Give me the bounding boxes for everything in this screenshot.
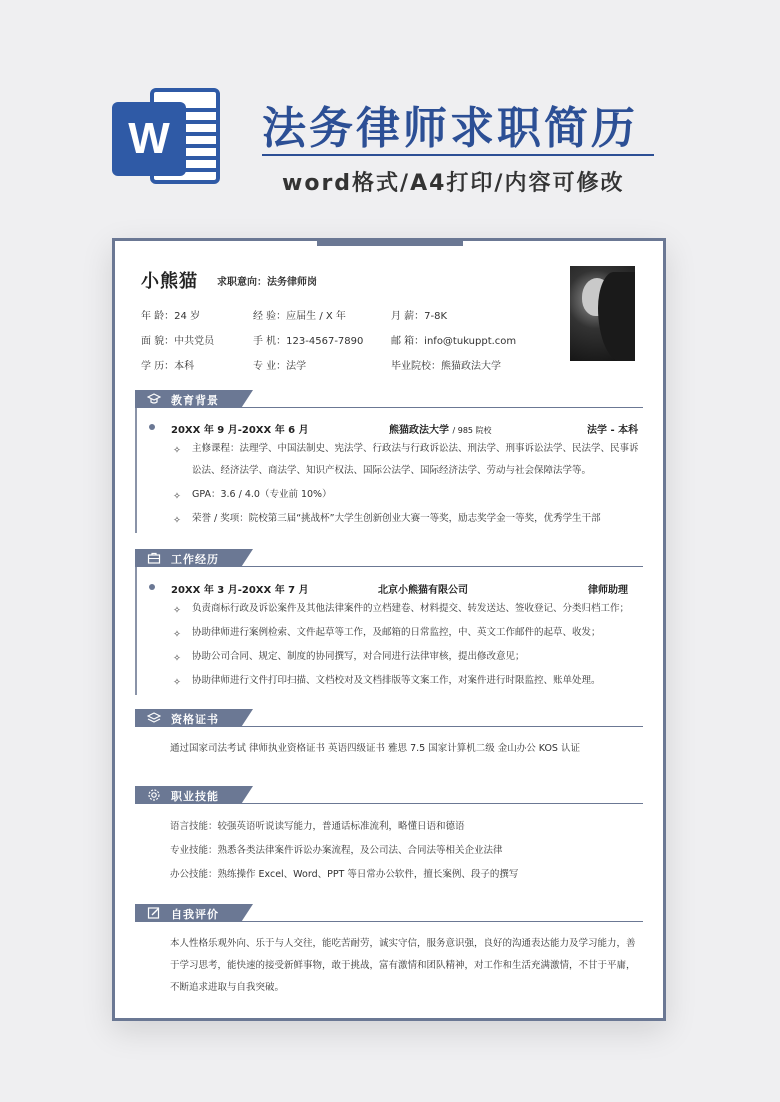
section-divider [135,803,643,804]
certs-title: 资格证书 [171,713,219,726]
work-section-header [135,549,643,567]
school-name: 熊猫政法大学 [389,425,449,436]
info-school: 毕业院校：熊猫政法大学 [391,361,501,372]
info-degree: 学 历：本科 [141,361,195,372]
work-timeline [135,567,137,695]
section-divider [135,921,643,922]
section-divider [135,726,643,727]
self-section-header [135,904,643,922]
info-age: 年 龄：24 岁 [141,311,201,322]
certs-section-header [135,709,643,727]
info-salary: 月 薪：7-8K [391,311,448,322]
top-tab-decoration [317,241,463,246]
section-divider [135,566,643,567]
diamond-bullet-icon: ✧ [173,629,181,640]
job-intent: 求职意向：法务律师岗 [217,277,317,288]
word-badge: W [112,102,186,176]
self-title: 自我评价 [171,908,219,921]
edit-icon [147,906,161,920]
timeline-dot [149,424,155,430]
education-timeline [135,408,137,533]
education-item: 荣誉 / 奖项：院校第三届“挑战杯”大学生创新创业大赛一等奖，励志奖学金一等奖，优秀学生干部 [192,513,601,524]
work-title: 工作经历 [171,553,219,566]
candidate-photo [570,266,635,361]
education-item: 主修课程：法理学、中国法制史、宪法学、行政法与行政诉讼法、刑法学、刑事诉讼法学、民法学、民事诉讼法、经济法学、商法学、知识产权法、国际公法学、国际经济法学、劳动与社会保障法学等。 [192,443,639,476]
work-role: 律师助理 [588,585,628,596]
work-company: 北京小熊猫有限公司 [378,585,468,596]
education-section-header [135,390,643,408]
resume-page [112,238,666,1021]
candidate-name: 小熊猫 [141,271,198,292]
skills-title: 职业技能 [171,790,219,803]
education-item: GPA：3.6 / 4.0（专业前 10%） [192,489,332,500]
info-experience: 经 验：应届生 / X 年 [253,311,346,322]
certs-list: 通过国家司法考试 律师执业资格证书 英语四级证书 雅思 7.5 国家计算机二级 金山办公 KOS 认证 [170,743,580,754]
work-period: 20XX 年 3 月-20XX 年 7 月 [171,585,309,596]
diamond-bullet-icon: ✧ [173,653,181,664]
info-major: 专 业：法学 [253,361,307,372]
school-tag: / 985 院校 [452,426,492,435]
page-subtitle: word格式/A4打印/内容可修改 [282,171,625,196]
work-item: 协助公司合同、规定、制度的协同撰写，对合同进行法律审核，提出修改意见； [192,651,525,662]
education-period: 20XX 年 9 月-20XX 年 6 月 [171,425,309,436]
diamond-bullet-icon: ✧ [173,445,181,456]
diamond-bullet-icon: ✧ [173,605,181,616]
skill-item: 办公技能：熟练操作 Excel、Word、PPT 等日常办公软件，擅长案例、段子的撰写 [170,869,519,880]
gear-icon [147,788,161,802]
briefcase-icon [147,551,161,565]
info-email: 邮 箱：info@tukuppt.com [391,336,517,347]
diamond-bullet-icon: ✧ [173,677,181,688]
skill-item: 语言技能：较强英语听说读写能力，普通话标准流利，略懂日语和德语 [170,821,465,832]
page-title: 法务律师求职简历 [262,103,638,154]
education-school [389,421,492,436]
word-logo-icon [112,82,222,194]
diamond-bullet-icon: ✧ [173,515,181,526]
info-political: 面 貌：中共党员 [141,336,215,347]
work-item: 协助律师进行文件打印扫描、文档校对及文档排版等文案工作，对案件进行时限监控、账单处理。 [192,675,601,686]
timeline-dot [149,584,155,590]
work-item: 负责商标行政及诉讼案件及其他法律案件的立档建卷、材料提交、转发送达、签收登记、分类归档工作； [192,603,630,614]
layers-icon [147,711,161,725]
section-divider [135,407,643,408]
work-item: 协助律师进行案例检索、文件起草等工作，及邮箱的日常监控，中、英文工作邮件的起草、收发； [192,627,601,638]
skills-section-header [135,786,643,804]
education-title: 教育背景 [171,394,219,407]
education-degree: 法学 - 本科 [587,425,639,436]
skill-item: 专业技能：熟悉各类法律案件诉讼办案流程，及公司法、合同法等相关企业法律 [170,845,503,856]
graduation-cap-icon [147,392,161,406]
title-divider [262,154,654,156]
self-evaluation-text: 本人性格乐观外向、乐于与人交往，能吃苦耐劳，诚实守信，服务意识强，良好的沟通表达能力及学习能力，善于学习思考，能快速的接受新鲜事物，敢于挑战，富有激情和团队精神，对工作和生活充满激情，不甘于平庸，不断追求进取与自我突破。 [170,938,636,993]
info-phone: 手 机：123-4567-7890 [253,336,364,347]
diamond-bullet-icon: ✧ [173,491,181,502]
